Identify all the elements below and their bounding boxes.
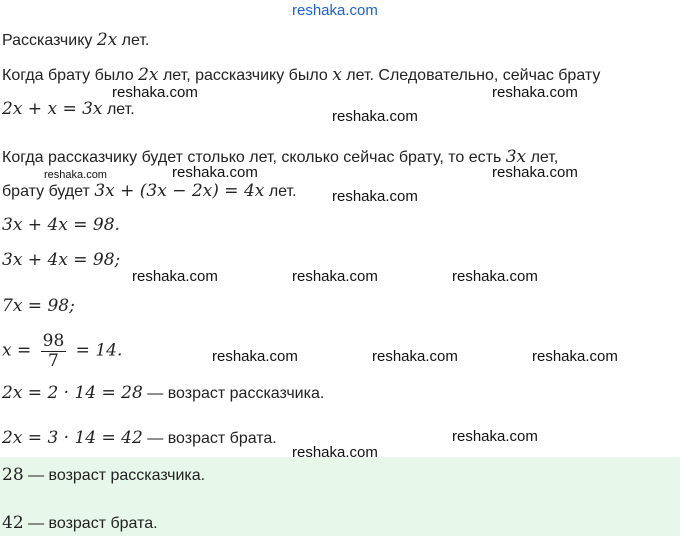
watermark: reshaka.com [372,348,458,365]
text: Когда рассказчику будет столько лет, сколько сейчас брату, то есть [2,149,506,166]
watermark: reshaka.com [332,108,418,125]
text: — возраст брата. [142,430,277,447]
watermark: reshaka.com [172,164,258,181]
math: x [332,65,342,85]
text: Когда брату было [2,67,139,84]
math: 3x + 4x = 98. [2,215,120,235]
fraction-denominator: 7 [48,351,59,371]
equation-4 [2,332,122,371]
watermark: reshaka.com [212,348,298,365]
watermark: reshaka.com [452,268,538,285]
watermark: reshaka.com [292,268,378,285]
watermark: reshaka.com [452,428,538,445]
watermark: reshaka.com [532,348,618,365]
text: Рассказчику [2,32,97,49]
text: — возраст рассказчика. [142,385,325,402]
math: 28 [2,465,24,485]
watermark: reshaka.com [492,84,578,101]
text: — возраст рассказчика. [23,467,206,484]
math: 3x + (3x − 2x) = 4x [94,181,265,201]
watermark: reshaka.com [292,444,378,461]
math: 2x + x = 3x [2,99,103,119]
watermark: reshaka.com [332,188,418,205]
solution-line-1 [2,30,149,50]
watermark-small: reshaka.com [44,169,107,181]
text: — возраст брата. [23,515,158,532]
math: = 14. [70,340,123,361]
watermark-top: reshaka.com [292,2,378,19]
math: 2x [96,30,118,50]
equation-2 [2,250,120,270]
equation-6 [2,428,277,448]
solution-line-2 [2,65,600,85]
fraction-numerator: 98 [42,331,65,351]
text: лет, рассказчику было [158,67,333,84]
math: 2x = 2 · 14 = 28 [2,383,143,403]
text: лет. Следовательно, сейчас брату [341,67,601,84]
watermark: reshaka.com [112,84,198,101]
solution-line-5 [2,181,297,201]
watermark: reshaka.com [492,164,578,181]
text: брату будет [2,183,95,200]
math: 2x = 3 · 14 = 42 [2,428,143,448]
math: 7x = 98; [2,296,75,316]
answer-line-2 [2,513,158,533]
text: лет. [264,183,297,200]
watermark: reshaka.com [132,268,218,285]
text: лет. [117,32,150,49]
solution-line-4 [2,147,558,167]
equation-1 [2,215,120,235]
equation-3 [2,296,75,316]
math: 42 [2,513,24,533]
equation-5 [2,383,324,403]
math: 2x [138,65,159,85]
math: 3x [505,147,527,167]
math: x = [2,340,37,361]
answer-line-1 [2,465,205,485]
fraction [41,332,67,371]
text: лет. [102,101,135,118]
solution-line-3 [2,99,135,119]
math: 3x + 4x = 98; [2,250,121,270]
text: лет, [526,149,559,166]
